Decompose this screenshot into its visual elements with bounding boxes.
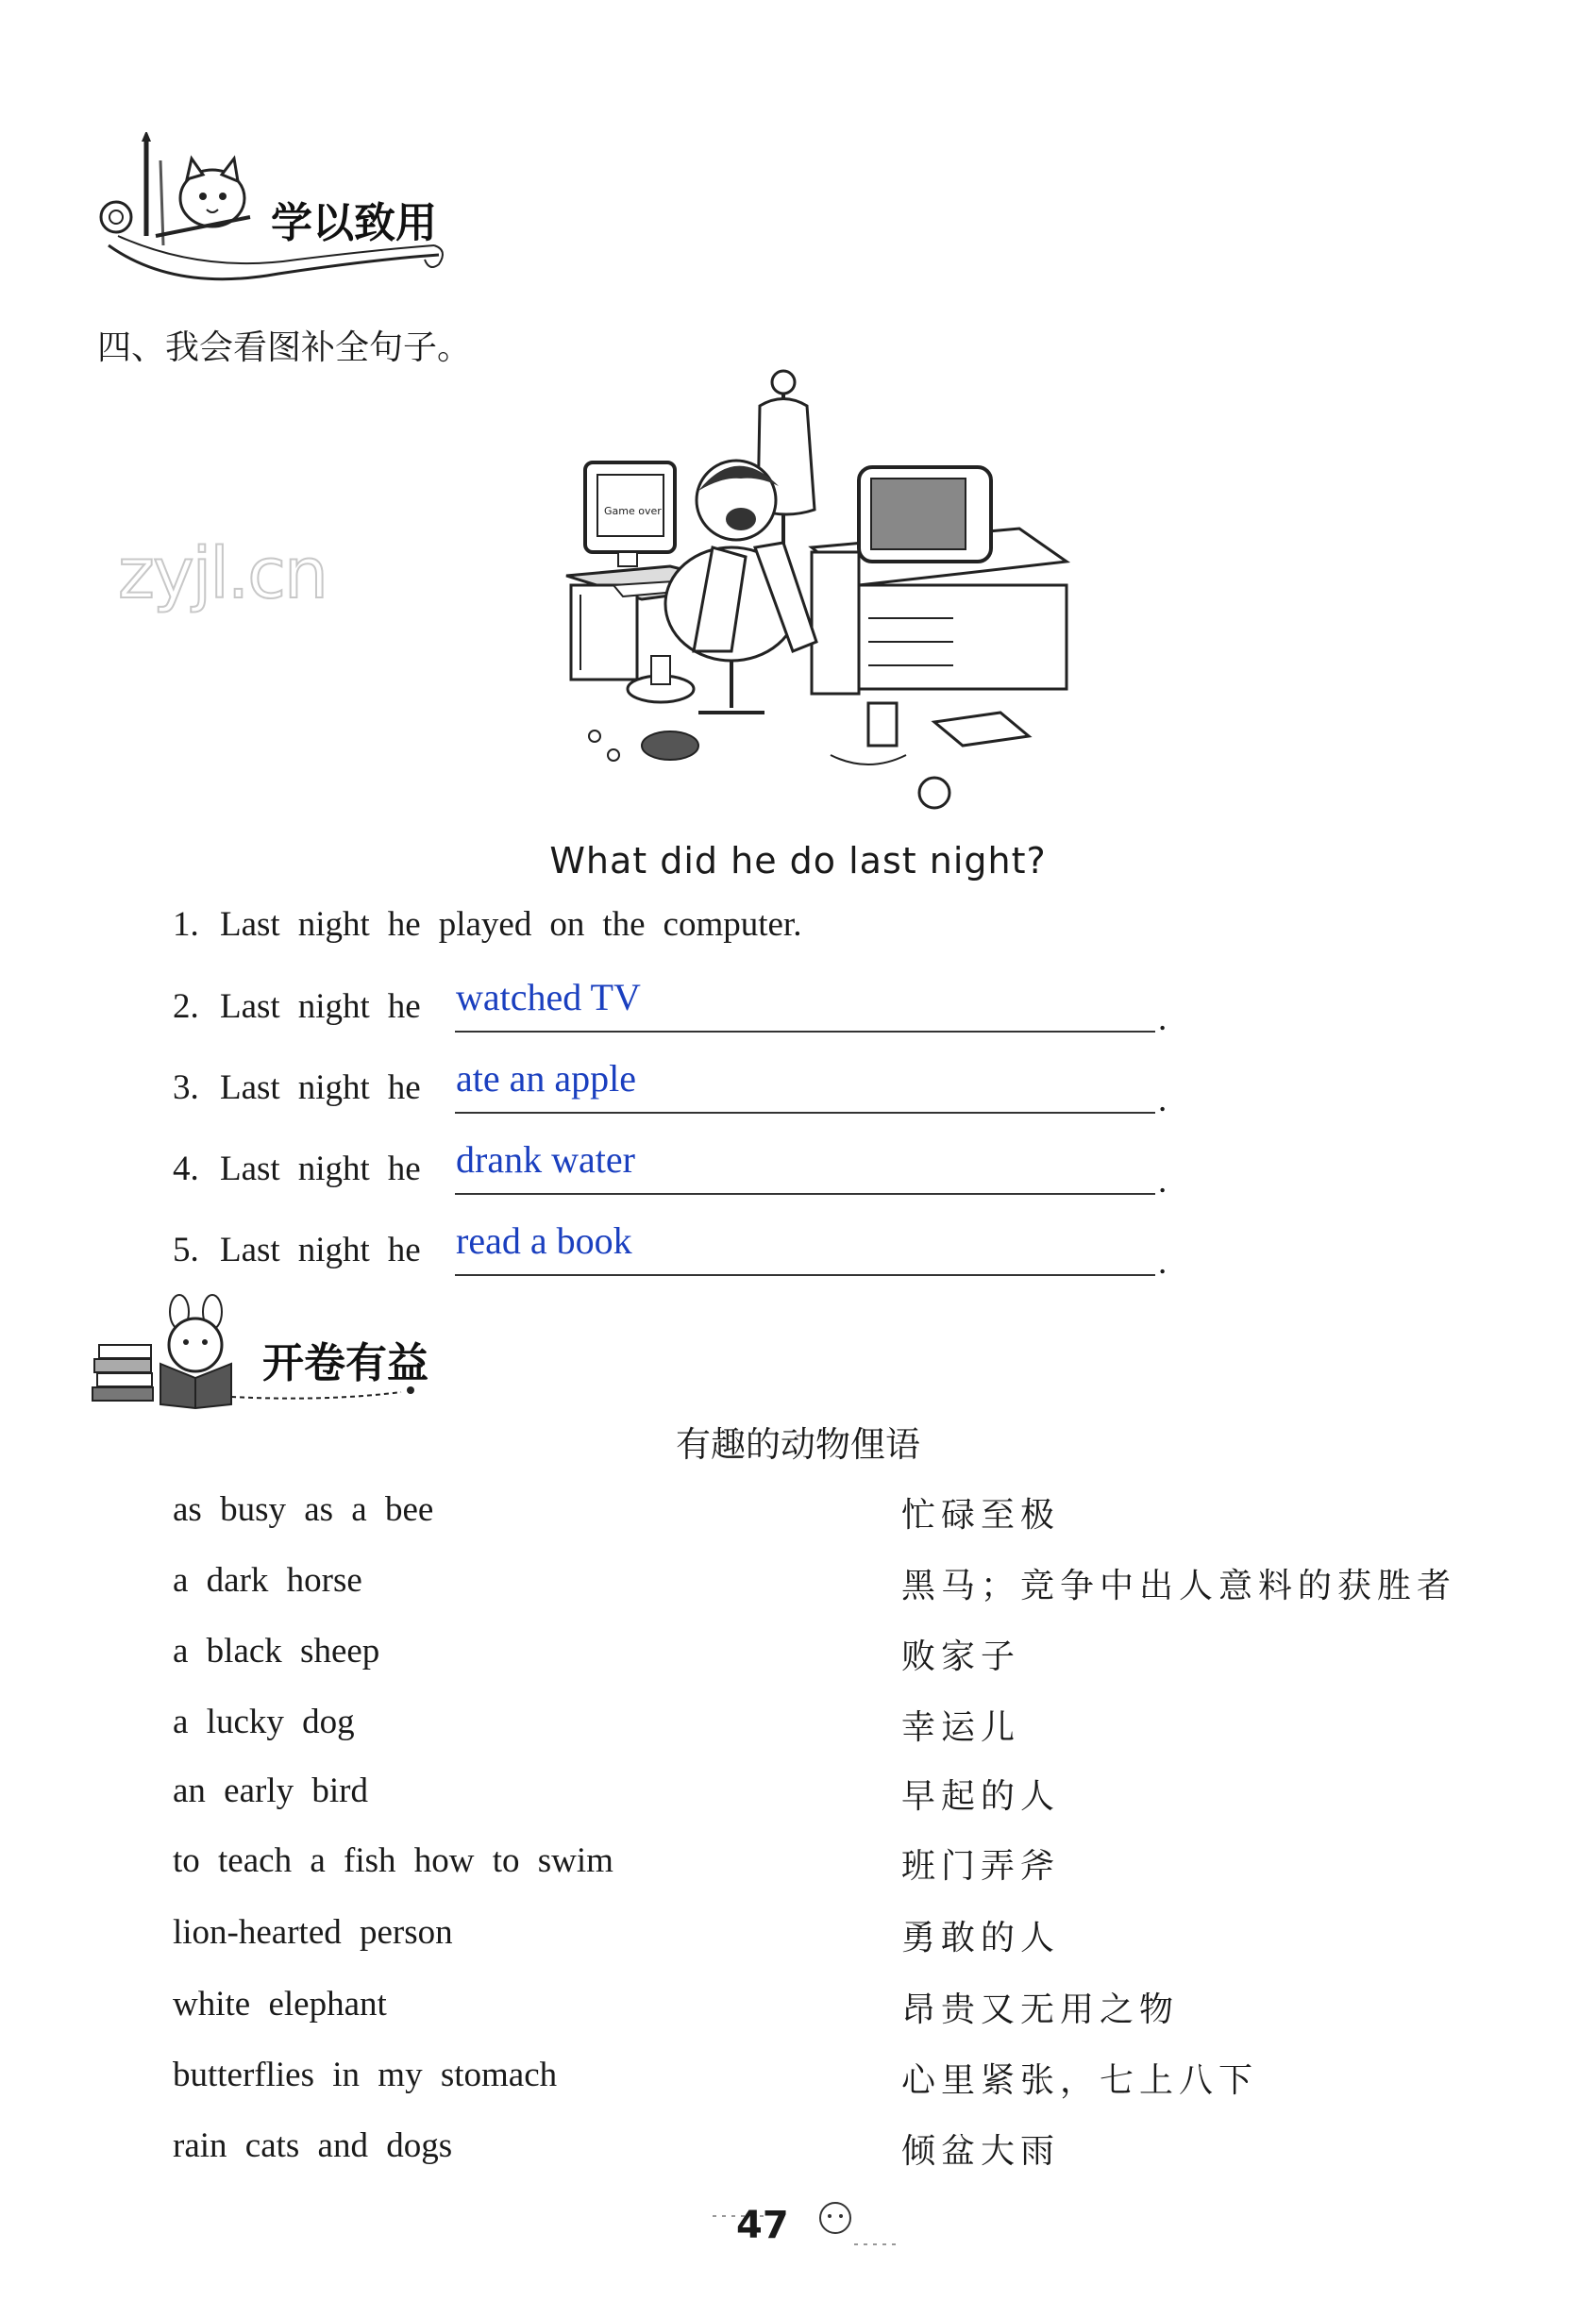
idiom-chinese: 早起的人 bbox=[901, 1777, 1061, 1816]
page-number: 47 bbox=[736, 2204, 789, 2247]
word: Last bbox=[220, 1150, 280, 1188]
idiom-chinese: 幸运儿 bbox=[901, 1708, 1021, 1747]
idiom-english: a dark horse bbox=[173, 1561, 362, 1600]
idiom-chinese: 勇敢的人 bbox=[901, 1919, 1061, 1957]
sentence-2 bbox=[173, 986, 439, 1027]
word: night bbox=[297, 1150, 370, 1188]
word: Last bbox=[220, 1068, 280, 1107]
sentence-3 bbox=[173, 1067, 439, 1108]
word: on bbox=[549, 905, 585, 944]
exercise-instruction: 四、我会看图补全句子。 bbox=[97, 328, 472, 367]
idiom-chinese: 忙碌至极 bbox=[901, 1496, 1061, 1535]
answer-2: watched TV bbox=[456, 976, 641, 1018]
answer-3: ate an apple bbox=[456, 1057, 636, 1100]
idiom-english: as busy as a bee bbox=[173, 1490, 434, 1529]
sentence-number: 4. bbox=[173, 1150, 199, 1188]
idiom-english: an early bird bbox=[173, 1772, 368, 1810]
period: . bbox=[1158, 999, 1168, 1038]
sentence-number: 5. bbox=[173, 1231, 199, 1269]
sentence-number: 2. bbox=[173, 987, 199, 1026]
answer-5: read a book bbox=[456, 1219, 632, 1262]
idiom-chinese: 班门弄斧 bbox=[901, 1847, 1061, 1886]
word: Last bbox=[220, 905, 280, 944]
word: he bbox=[387, 987, 421, 1026]
sentence-number: 3. bbox=[173, 1068, 199, 1107]
sentence-4 bbox=[173, 1149, 439, 1189]
word: computer. bbox=[663, 905, 802, 944]
word: night bbox=[297, 1231, 370, 1269]
word: the bbox=[602, 905, 646, 944]
idiom-english: to teach a fish how to swim bbox=[173, 1841, 613, 1880]
idiom-english: rain cats and dogs bbox=[173, 2126, 453, 2165]
word: played bbox=[438, 905, 532, 944]
period: . bbox=[1158, 1162, 1168, 1201]
word: night bbox=[297, 905, 370, 944]
watermark: zyjl.cn bbox=[118, 533, 327, 614]
section-title-apply: 学以致用 bbox=[271, 199, 437, 247]
idiom-chinese: 昂贵又无用之物 bbox=[901, 1990, 1180, 2029]
sentence-number: 1. bbox=[173, 905, 199, 944]
idiom-english: a black sheep bbox=[173, 1632, 380, 1671]
idiom-chinese: 败家子 bbox=[901, 1638, 1021, 1676]
game-over-text: Game over bbox=[604, 505, 662, 517]
idiom-chinese: 黑马；竞争中出人意料的获胜者 bbox=[901, 1567, 1457, 1605]
picture-question: What did he do last night? bbox=[549, 840, 1047, 882]
word: Last bbox=[220, 987, 280, 1026]
idiom-english: white elephant bbox=[173, 1985, 387, 2024]
idiom-english: lion-hearted person bbox=[173, 1913, 453, 1952]
word: he bbox=[387, 1231, 421, 1269]
word: night bbox=[297, 1068, 370, 1107]
sentence-5 bbox=[173, 1230, 439, 1270]
period: . bbox=[1158, 1243, 1168, 1282]
word: he bbox=[387, 905, 421, 944]
section-title-reading: 开卷有益 bbox=[262, 1339, 428, 1387]
boy-room-illustration bbox=[557, 359, 1076, 821]
answer-4: drank water bbox=[456, 1138, 635, 1181]
idiom-chinese: 心里紧张，七上八下 bbox=[901, 2061, 1259, 2100]
sentence-1 bbox=[173, 904, 819, 945]
idiom-chinese: 倾盆大雨 bbox=[901, 2132, 1061, 2171]
idiom-list-title: 有趣的动物俚语 bbox=[676, 1424, 920, 1465]
word: night bbox=[297, 987, 370, 1026]
word: Last bbox=[220, 1231, 280, 1269]
idiom-english: butterflies in my stomach bbox=[173, 2056, 558, 2094]
idiom-english: a lucky dog bbox=[173, 1703, 355, 1741]
word: he bbox=[387, 1068, 421, 1107]
word: he bbox=[387, 1150, 421, 1188]
period: . bbox=[1158, 1081, 1168, 1119]
